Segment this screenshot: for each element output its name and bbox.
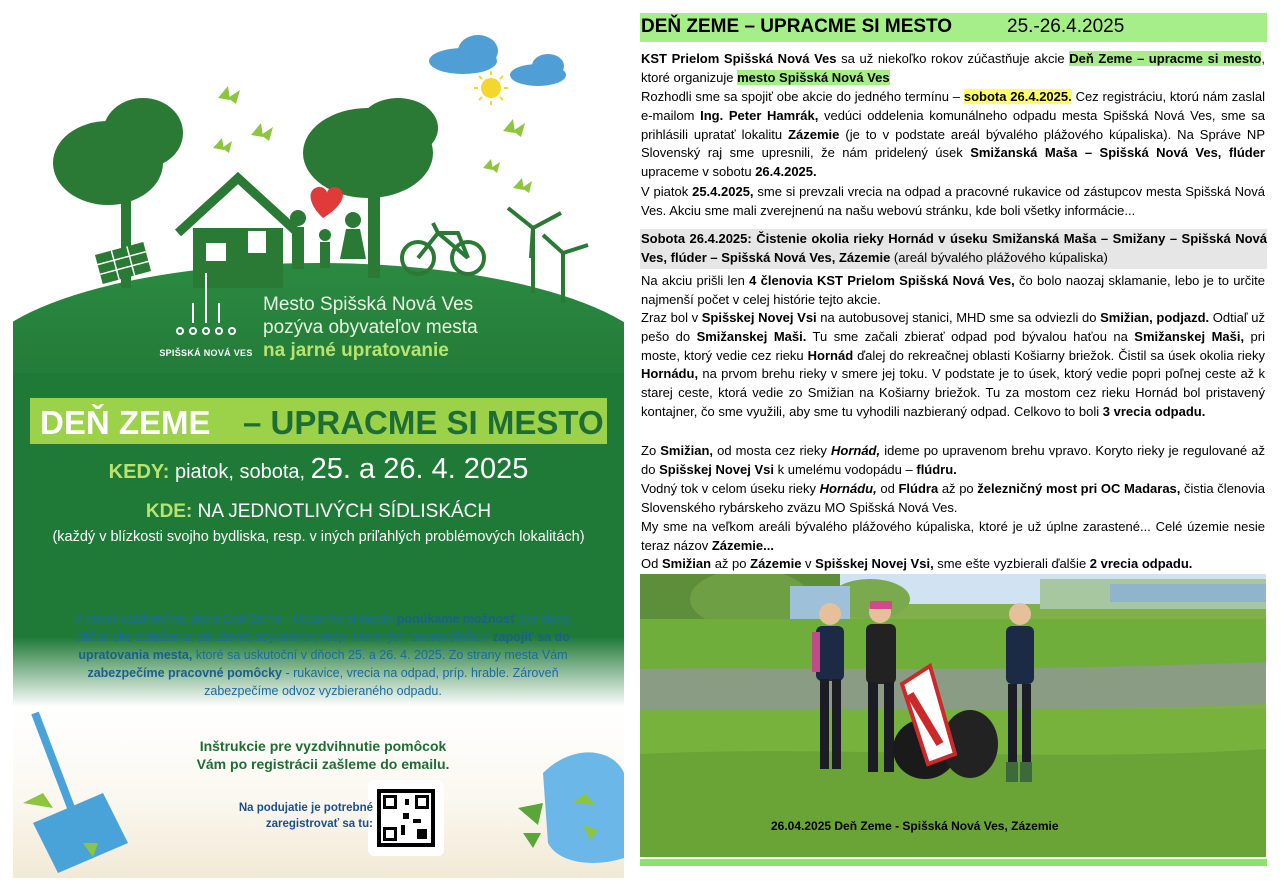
p2-location: Zázemie xyxy=(788,126,840,142)
p9-text-g: sme ešte vyzbierali ďalšie xyxy=(933,556,1090,571)
p5-text-n: 3 vrecia odpadu. xyxy=(1102,403,1206,419)
city-logo-text: SPIŠSKÁ NOVÁ VES xyxy=(159,348,253,358)
p8-text-a: My sme na veľkom areáli bývalého plážového kúpaliska, ktoré je už úplne zarastené... Celé územie nesie teraz názov xyxy=(641,519,1265,553)
info-text-2b: zapojiť sa do upratovania mesta, xyxy=(78,630,570,662)
paragraph-4 xyxy=(641,272,1265,310)
event-photo xyxy=(640,574,1266,857)
p1-club-name: KST Prielom Spišská Nová Ves xyxy=(641,51,837,66)
when-days: piatok, sobota, xyxy=(174,461,306,483)
p6-text-b: Smižian, xyxy=(660,443,714,458)
info-text-2: pre školy, občianske združenia, združenia obyvateľov, resp. firemných dobrovoľníkov xyxy=(76,612,573,644)
event-when xyxy=(13,453,624,486)
poster-title-banner xyxy=(30,398,607,444)
p2-date: sobota 26.4.2025. xyxy=(963,89,1072,104)
p7-text-e: až po xyxy=(938,481,978,496)
article-title: DEŇ ZEME – UPRACME SI MESTO xyxy=(641,16,953,37)
qr-code-icon[interactable] xyxy=(368,780,444,856)
paragraph-3 xyxy=(641,183,1265,221)
p9-text-a: Od xyxy=(641,556,662,571)
article-dates: 25.-26.4.2025 xyxy=(1007,16,1125,37)
paragraph-7 xyxy=(641,480,1265,518)
p3-text-a: V piatok xyxy=(641,184,693,199)
p5-text-j: Hornád xyxy=(807,347,854,363)
p7-text-c: od xyxy=(876,481,899,496)
info-text-3b: zabezpečíme pracovné pomôcky xyxy=(87,666,282,680)
registration-note xyxy=(173,800,373,832)
paragraph-6 xyxy=(641,442,1265,480)
p2-contact-name: Ing. Peter Hamrák, xyxy=(700,107,819,123)
poster-title-part-1: DEŇ ZEME xyxy=(40,404,211,441)
p2-text-a: Rozhodli sme sa spojiť obe akcie do jedného termínu – xyxy=(641,89,964,104)
p1-event-name: Deň Zeme – upracme si mesto xyxy=(1069,51,1262,66)
p4-text-c: čo bolo naozaj sklamanie, lebo je to určite najmenší počet v celej histórie tejto akcie. xyxy=(641,273,1265,307)
p5-text-e: Odtiaľ už pešo do xyxy=(641,310,1266,344)
p1-text-b: sa už niekoľko rokov zúčastňuje akcie xyxy=(836,51,1070,66)
p6-text-a: Zo xyxy=(641,443,661,458)
p6-text-d: Hornád, xyxy=(831,443,881,458)
poster-info-text xyxy=(53,610,593,700)
p9-text-c: až po xyxy=(711,556,751,571)
p9-text-e: v xyxy=(801,556,816,571)
p7-text-b: Hornádu, xyxy=(819,481,877,496)
p2-text-e: vedúci oddelenia komunálneho odpadu mesta Spišská Nová Ves, sme sa prihlásili upratať lokalitu xyxy=(641,107,1266,142)
p2-date-2: 26.4.2025. xyxy=(755,164,817,180)
p3-date: 25.4.2025, xyxy=(692,184,754,199)
organizer-invitation xyxy=(263,293,478,362)
p6-text-h: flúdru. xyxy=(916,461,957,477)
when-dates: 25. a 26. 4. 2025 xyxy=(310,453,529,485)
p7-text-d: Flúdra xyxy=(898,481,939,496)
p5-text-l: Hornádu, xyxy=(641,366,699,382)
event-where xyxy=(13,501,624,523)
p5-text-a: Zraz bol v xyxy=(641,310,702,325)
article-header xyxy=(640,13,1267,42)
where-value: NA JEDNOTLIVÝCH SÍDLISKÁCH xyxy=(197,501,492,522)
where-note: (každý v blízkosti svojho bydliska, resp. v iných priľahlých problémových lokalitách) xyxy=(52,529,585,545)
p2-section: Smižanská Maša – Spišská Nová Ves, flúder xyxy=(970,145,1265,161)
p2-text-c: Cez registráciu, ktorú nám zaslal e-mailom xyxy=(641,89,1265,123)
organizer-line-3: na jarné upratovanie xyxy=(263,340,449,361)
when-label: KEDY: xyxy=(108,461,170,483)
p2-text-g: (je to v podstate areál bývalého plážového kúpaliska). Na Správe NP Slovenský raj sme upresnili, že nám pridelený úsek xyxy=(641,126,1265,161)
paragraph-5 xyxy=(641,309,1265,422)
p3-text-c: sme si prevzali vrecia na odpad a pracovné rukavice od zástupcov mesta Spišská Nová Ves. Akciu sme mali zverejnenú na našu webovú stránku, kde boli všetky informácie... xyxy=(641,184,1265,218)
p5-text-m: na prvom brehu rieky v smere jej toku. V podstate je to úsek, ktorý vedie popri poľnej ceste až k starej ceste, ktorá vedie zo Smižian na Košiarny briežok. Tu za mostom cez rieku Hornád bol pristavený kontajner, čo sme využili, aby sme tu vyhodili nazbieraný odpad. Celkovo to boli xyxy=(641,366,1265,419)
p5-text-c: na autobusovej stanici, MHD sme sa odviezli do xyxy=(816,310,1101,325)
section-heading-note: (areál bývalého plážového kúpaliska) xyxy=(890,250,1108,265)
organizer-line-1: Mesto Spišská Nová Ves xyxy=(263,294,474,315)
p4-members: 4 členovia KST Prielom Spišská Nová Ves, xyxy=(749,273,1015,288)
info-text-1b: ponúkame možnosť xyxy=(396,612,517,626)
photo-illustration xyxy=(640,574,1266,857)
p9-text-h: 2 vrecia odpadu. xyxy=(1089,556,1193,571)
event-report-article xyxy=(640,13,1267,878)
instructions-line-1: Inštrukcie pre vyzdvihnutie pomôcok xyxy=(199,738,447,754)
where-label: KDE: xyxy=(145,501,193,522)
registration-line-2: zaregistrovať sa tu: xyxy=(265,818,373,830)
p4-text-a: Na akciu prišli len xyxy=(641,273,750,288)
instructions-line-2: Vám po registrácii zašleme do emailu. xyxy=(196,756,450,772)
p1-organizer: mesto Spišská Nová Ves xyxy=(737,69,890,85)
p9-text-f: Spišskej Novej Vsi, xyxy=(815,556,934,571)
section-heading-text: Sobota 26.4.2025: Čistenie okolia rieky Hornád v úseku Smižanská Maša – Smižany – Spišská Nová Ves, flúder – Spišská Nová Ves, Zázemie xyxy=(641,231,1267,265)
paragraph-2 xyxy=(641,88,1265,182)
p5-text-i: pri moste, ktorý vedie cez rieku xyxy=(641,328,1265,363)
section-heading xyxy=(640,229,1267,269)
p5-text-k: ďalej do rekreačnej oblasti Košiarny briežok. Čistil sa úsek okolia rieky xyxy=(853,347,1265,363)
registration-line-1: Na podujatie je potrebné xyxy=(238,802,373,814)
p5-text-d: Smižian, podjazd. xyxy=(1100,310,1210,325)
p5-text-h: Smižanskej Maši, xyxy=(1134,328,1245,344)
p6-text-e: ideme po upravenom brehu vpravo. Koryto rieky je regulované až do xyxy=(641,443,1265,477)
p9-text-d: Zázemie xyxy=(750,556,802,571)
info-text-1: V rámci každoročnej akcie Deň Zeme - Upracme si mesto xyxy=(73,612,397,626)
paragraph-8 xyxy=(641,518,1265,556)
p1-text-d: , ktoré organizuje xyxy=(641,51,1265,85)
paragraph-1 xyxy=(641,50,1265,88)
p6-text-g: k umelému vodopádu – xyxy=(773,461,917,477)
event-poster xyxy=(13,13,624,878)
p5-text-g: Tu sme začali zbierať odpad pod bývalou haťou na xyxy=(806,328,1135,344)
p6-text-c: od mosta cez rieky xyxy=(713,443,831,458)
organizer-line-2: pozýva obyvateľov mesta xyxy=(263,317,478,338)
p5-text-b: Spišskej Novej Vsi xyxy=(701,310,817,325)
pickup-instructions xyxy=(133,737,513,773)
bottom-divider xyxy=(640,859,1267,866)
photo-caption: 26.04.2025 Deň Zeme - Spišská Nová Ves, Zázemie xyxy=(771,819,1059,833)
info-text-4: - rukavice, vrecia na odpad, príp. hrable. Zároveň zabezpečíme odvoz vyzbieraného odpadu. xyxy=(204,666,559,698)
p5-text-f: Smižanskej Maši. xyxy=(696,328,807,344)
poster-title-part-2: – UPRACME SI MESTO xyxy=(243,404,604,441)
info-text-3: ktoré sa uskutoční v dňoch 25. a 26. 4. 2025. Zo strany mesta Vám xyxy=(192,648,568,662)
p8-text-b: Zázemie... xyxy=(711,537,774,553)
p7-text-f: železničný most pri OC Madaras, xyxy=(977,481,1181,496)
p6-text-f: Spišskej Novej Vsi xyxy=(659,461,774,477)
p9-text-b: Smižian xyxy=(661,556,712,571)
paragraph-9 xyxy=(641,555,1265,574)
p2-text-i: upraceme v sobotu xyxy=(641,164,756,180)
p7-text-a: Vodný tok v celom úseku rieky xyxy=(641,481,820,496)
p7-text-g: čistia členovia Slovenského rybárskeho zväzu MO Spišská Nová Ves. xyxy=(641,481,1265,515)
